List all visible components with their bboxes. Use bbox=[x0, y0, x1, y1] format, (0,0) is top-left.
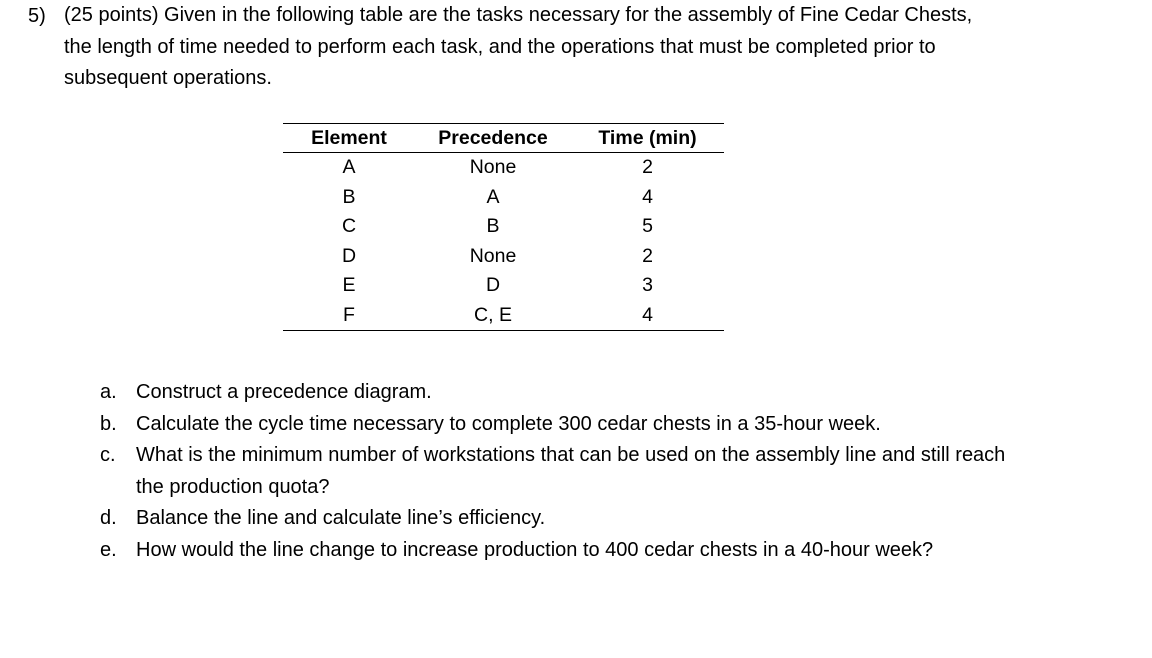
cell-time: 3 bbox=[642, 274, 653, 297]
cell-precedence: C, E bbox=[415, 301, 571, 331]
question-letter: d. bbox=[100, 507, 117, 529]
cell-time: 2 bbox=[642, 156, 653, 179]
cell-element: D bbox=[341, 244, 357, 267]
cell-precedence: None bbox=[469, 156, 517, 179]
question-text: Balance the line and calculate line’s efficiency. bbox=[136, 507, 546, 529]
question-c bbox=[100, 440, 1060, 503]
question-b bbox=[100, 409, 1060, 441]
table-row bbox=[283, 271, 724, 301]
question-text: How would the line change to increase production to 400 cedar chests in a 40-hour week? bbox=[136, 538, 934, 561]
cell-precedence: A bbox=[486, 185, 500, 208]
question-text: What is the minimum number of workstations that can be used on the assembly line and still reach the production quota? bbox=[136, 444, 1006, 498]
table-row bbox=[283, 153, 724, 183]
question-d bbox=[100, 503, 1060, 535]
table-row bbox=[283, 212, 724, 242]
cell-time: 5 bbox=[642, 215, 653, 238]
problem-text: (25 points) Given in the following table are the tasks necessary for the assembly of Fine Cedar Chests, the length of time needed to perform each task, and the operations that must be completed prior to subsequent operations. bbox=[64, 4, 973, 89]
table-row bbox=[283, 301, 724, 331]
question-text: Calculate the cycle time necessary to complete 300 cedar chests in a 35-hour week. bbox=[136, 412, 881, 435]
question-e bbox=[100, 535, 1060, 567]
question-letter: c. bbox=[100, 444, 116, 466]
cell-precedence: D bbox=[485, 274, 501, 297]
header-element: Element bbox=[283, 124, 415, 153]
cell-precedence: None bbox=[469, 244, 517, 267]
cell-element: B bbox=[342, 185, 356, 208]
header-precedence: Precedence bbox=[415, 124, 571, 153]
table-header-row bbox=[283, 124, 724, 153]
question-letter: b. bbox=[100, 412, 117, 435]
cell-element: A bbox=[342, 156, 356, 179]
table-row bbox=[283, 242, 724, 272]
cell-time: 4 bbox=[571, 301, 724, 331]
question-letter: a. bbox=[100, 381, 117, 403]
question-list bbox=[100, 377, 1060, 566]
cell-element: C bbox=[341, 215, 357, 238]
header-time: Time (min) bbox=[571, 124, 724, 153]
question-a bbox=[100, 377, 1060, 409]
problem-number: 5) bbox=[28, 5, 46, 27]
task-table bbox=[283, 123, 724, 331]
cell-element: F bbox=[283, 301, 415, 331]
question-letter: e. bbox=[100, 538, 117, 561]
question-text: Construct a precedence diagram. bbox=[136, 381, 432, 403]
table-row bbox=[283, 183, 724, 213]
cell-element: E bbox=[342, 274, 356, 297]
cell-time: 2 bbox=[642, 244, 653, 267]
cell-precedence: B bbox=[486, 215, 500, 238]
cell-time: 4 bbox=[642, 185, 653, 208]
